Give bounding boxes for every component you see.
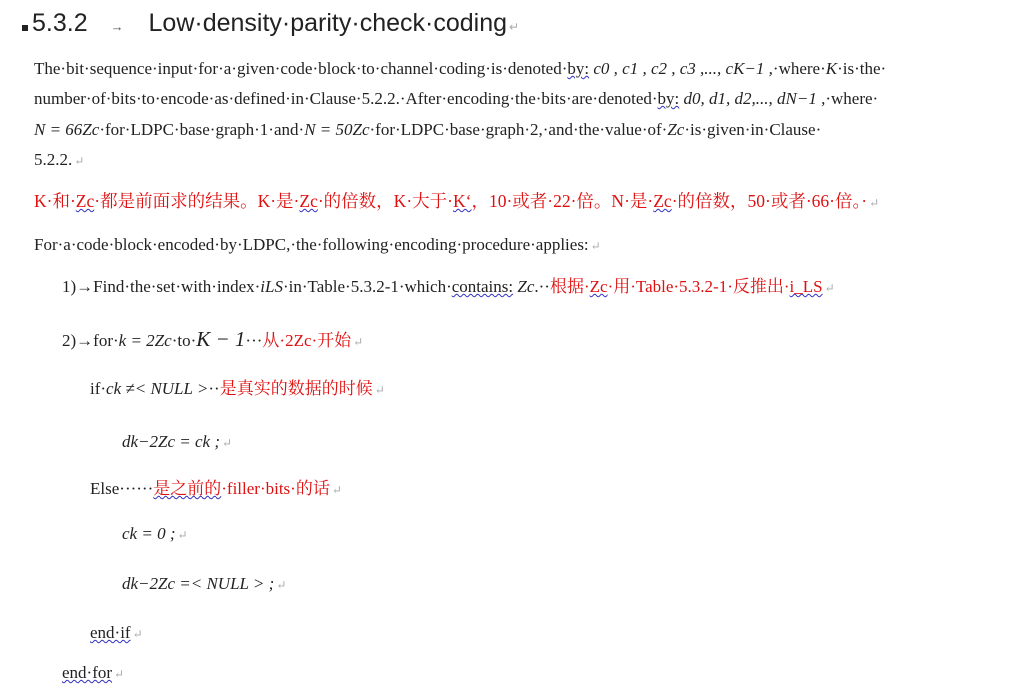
bullet-square-icon bbox=[22, 25, 28, 31]
step-1: 1)→Find·the·set·with·index·iLS·in·Table·5.3.2-1·which·contains: Zc.··根据·Zc·用·Table·5.3.2-1·反推出·i_LS ↵ bbox=[62, 277, 835, 296]
end-for: end·for ↵ bbox=[62, 663, 125, 682]
procedure-intro: For·a·code·block·encoded·by·LDPC,·the·following·encoding·procedure·applies: ↵ bbox=[34, 235, 601, 254]
para1-line3: N = 66Zc·for·LDPC·base·graph·1·and·N = 50Zc·for·LDPC·base·graph·2,·and·the·value·of·Zc·is·given·in·Clause· bbox=[34, 120, 822, 139]
assign-d-null: dk−2Zc =< NULL > ; ↵ bbox=[122, 574, 287, 593]
assign-d-equals-c: dk−2Zc = ck ; ↵ bbox=[122, 432, 233, 451]
section-number: 5.3.2 bbox=[32, 9, 88, 37]
section-title: Low·density·parity·check·coding bbox=[148, 9, 507, 37]
if-line: if·ck ≠< NULL >··是真实的数据的时候 ↵ bbox=[90, 379, 385, 398]
para1-line4: 5.2.2. ↵ bbox=[34, 150, 85, 169]
tab-arrow-icon: → bbox=[110, 19, 124, 34]
section-heading: 5.3.2 → Low·density·parity·check·coding ↵ bbox=[22, 8, 519, 42]
para1-line1: The·bit·sequence·input·for·a·given·code·block·to·channel·coding·is·denoted·by: c0 , c1 , c2 , c3 ,..., cK−1 ,·where·K·is·the· bbox=[34, 59, 887, 78]
assign-c-zero: ck = 0 ; ↵ bbox=[122, 524, 188, 543]
step-2: 2)→for·k = 2Zc·to·K − 1···从·2Zc·开始 ↵ bbox=[62, 327, 364, 351]
para1-line2: number·of·bits·to·encode·as·defined·in·Clause·5.2.2.·After·encoding·the·bits·are·denoted·by: d0, d1, d2,..., dN−1 ,·where· bbox=[34, 89, 879, 108]
end-if: end·if ↵ bbox=[90, 623, 143, 642]
else-line: Else······是之前的·filler·bits·的话 ↵ bbox=[90, 479, 342, 498]
note-k-zc: K·和·Zc·都是前面求的结果。K·是·Zc·的倍数，K·大于·K‘，10·或者·22·倍。N·是·Zc·的倍数，50·或者·66·倍。· ↵ bbox=[34, 191, 880, 211]
